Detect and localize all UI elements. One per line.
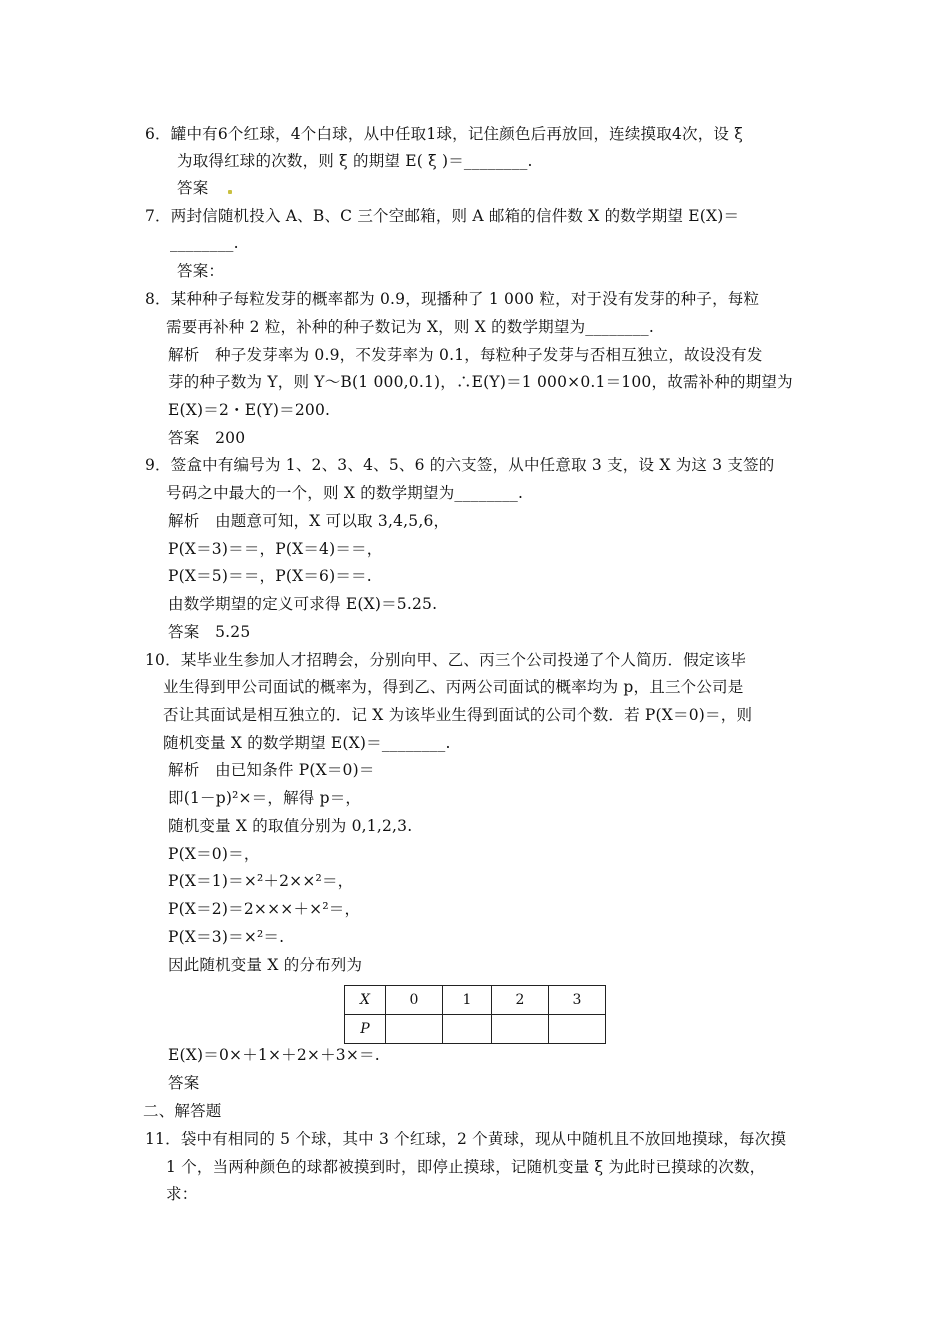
table-cell: 0 <box>386 986 443 1015</box>
q10-line-2: 业生得到甲公司面试的概率为，得到乙、丙两公司面试的概率均为 p，且三个公司是 <box>163 678 744 696</box>
table-cell <box>492 1015 549 1044</box>
q9-answer: 答案 5.25 <box>168 623 251 641</box>
table-cell <box>386 1015 443 1044</box>
q8-solution-2: 芽的种子数为 Y，则 Y～B(1 000,0.1)，∴E(Y)＝1 000×0.1＝100，故需补种的期望为 <box>168 373 793 391</box>
distribution-table <box>344 985 606 1044</box>
q10-expectation: E(X)＝0×＋1×＋2×＋3×＝. <box>168 1046 380 1064</box>
table-row <box>345 986 606 1015</box>
q9-line-1: 9．签盒中有编号为 1、2、3、4、5、6 的六支签，从中任意取 3 支，设 X 为这 3 支签的 <box>145 456 775 474</box>
table-row <box>345 1015 606 1044</box>
q9-solution-3: P(X＝5)＝＝，P(X＝6)＝＝. <box>168 567 372 585</box>
q6-answer-label: 答案 <box>177 179 209 197</box>
q8-solution-1: 解析 种子发芽率为 0.9，不发芽率为 0.1，每粒种子发芽与否相互独立，故设没有发 <box>168 346 763 364</box>
q6-line-1: 6．罐中有6个红球，4个白球，从中任取1球，记住颜色后再放回，连续摸取4次，设 ξ <box>145 125 743 143</box>
q9-solution-1: 解析 由题意可知，X 可以取 3,4,5,6， <box>168 512 450 530</box>
table-cell <box>443 1015 492 1044</box>
q10-solution-7: P(X＝3)＝×²＝. <box>168 928 285 946</box>
q10-solution-8: 因此随机变量 X 的分布列为 <box>168 956 363 974</box>
q11-line-2: 1 个，当两种颜色的球都被摸到时，即停止摸球，记随机变量 ξ 为此时已摸球的次数， <box>166 1158 766 1176</box>
q7-answer-label: 答案： <box>177 262 225 280</box>
section-heading: 二、解答题 <box>143 1102 222 1120</box>
table-cell: 1 <box>443 986 492 1015</box>
q10-line-1: 10．某毕业生参加人才招聘会，分别向甲、乙、丙三个公司投递了个人简历．假定该毕 <box>145 651 747 669</box>
table-cell: 3 <box>549 986 606 1015</box>
q8-line-1: 8．某种种子每粒发芽的概率都为 0.9，现播种了 1 000 粒，对于没有发芽的种子，每粒 <box>145 290 760 308</box>
q10-line-4: 随机变量 X 的数学期望 E(X)＝________. <box>163 734 451 752</box>
q8-answer: 答案 200 <box>168 429 246 447</box>
q10-answer-label: 答案 <box>168 1074 200 1092</box>
q10-solution-4: P(X＝0)＝， <box>168 845 260 863</box>
table-cell: X <box>345 986 386 1015</box>
table-cell: P <box>345 1015 386 1044</box>
q6-line-2: 为取得红球的次数，则 ξ 的期望 E( ξ )＝________. <box>177 152 533 170</box>
q9-solution-4: 由数学期望的定义可求得 E(X)＝5.25. <box>168 595 438 613</box>
q10-solution-3: 随机变量 X 的取值分别为 0,1,2,3. <box>168 817 413 835</box>
q9-solution-2: P(X＝3)＝＝，P(X＝4)＝＝， <box>168 540 383 558</box>
q8-solution-3: E(X)＝2・E(Y)＝200. <box>168 401 331 419</box>
q11-line-1: 11．袋中有相同的 5 个球，其中 3 个红球，2 个黄球，现从中随机且不放回地摸球，每次摸 <box>145 1130 787 1148</box>
q9-line-2: 号码之中最大的一个，则 X 的数学期望为________. <box>166 484 524 502</box>
q7-line-2: ________. <box>170 234 239 252</box>
q10-solution-1: 解析 由已知条件 P(X＝0)＝ <box>168 761 375 779</box>
q8-line-2: 需要再补种 2 粒，补种的种子数记为 X，则 X 的数学期望为________. <box>166 318 654 336</box>
q7-line-1: 7．两封信随机投入 A、B、C 三个空邮箱，则 A 邮箱的信件数 X 的数学期望 E(X)＝ <box>145 207 740 225</box>
highlight-mark <box>228 190 232 194</box>
table-cell: 2 <box>492 986 549 1015</box>
q10-solution-5: P(X＝1)＝×²＋2××²＝， <box>168 872 354 890</box>
q11-line-3: 求： <box>166 1185 198 1203</box>
q10-solution-2: 即(1－p)²×＝，解得 p＝， <box>168 789 362 807</box>
q10-line-3: 否让其面试是相互独立的．记 X 为该毕业生得到面试的公司个数．若 P(X＝0)＝，则 <box>163 706 753 724</box>
q10-solution-6: P(X＝2)＝2×××＋×²＝， <box>168 900 361 918</box>
table-cell <box>549 1015 606 1044</box>
